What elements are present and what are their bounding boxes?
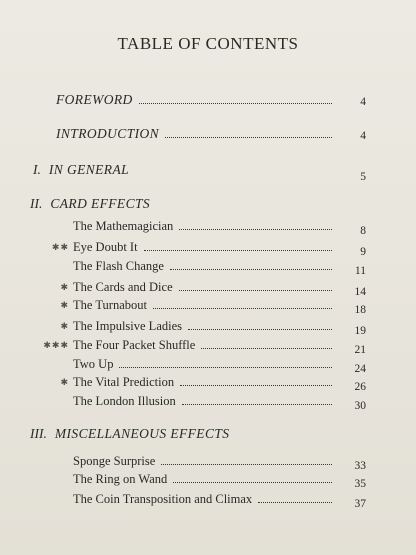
entry-label: Sponge Surprise: [73, 454, 156, 468]
page-title: TABLE OF CONTENTS: [117, 34, 299, 53]
entry-label: The Cards and Dice: [73, 280, 173, 294]
entry-label: The Ring on Wand: [73, 472, 168, 486]
toc-entry: [73, 391, 366, 412]
dot-leader: [153, 308, 332, 309]
toc-entry: [73, 237, 366, 258]
page-number: 21: [354, 344, 366, 356]
page-number: 4: [360, 130, 366, 142]
toc-entry: [73, 256, 366, 277]
section-label: CARD EFFECTS: [50, 196, 151, 211]
toc-section-misc-effects: [30, 424, 366, 442]
section-label: MISCELLANEOUS EFFECTS: [54, 426, 230, 441]
entry-label: FOREWORD: [56, 92, 133, 107]
section-label: IN GENERAL: [48, 162, 129, 177]
entry-label: The London Illusion: [73, 394, 176, 408]
page-number: 14: [354, 286, 366, 298]
toc-section-card-effects: [30, 194, 366, 212]
toc-entry: [73, 469, 366, 490]
toc-entry-introduction: [56, 124, 366, 142]
dot-leader: [170, 269, 332, 270]
toc-section-general: [33, 160, 366, 183]
asterisk-marks: ✱: [60, 300, 69, 310]
dot-leader: [144, 250, 332, 251]
toc-entry: [73, 295, 366, 316]
page-number: 24: [354, 363, 366, 375]
section-numeral: I.: [33, 162, 41, 177]
toc-entry: [73, 372, 366, 393]
toc-entry: [73, 216, 366, 237]
toc-entry: [73, 316, 366, 337]
entry-label: The Coin Transposition and Climax: [73, 492, 253, 506]
asterisk-marks: ✱✱✱: [43, 340, 69, 350]
dot-leader: [201, 348, 332, 349]
page-number: 30: [354, 400, 366, 412]
entry-label: The Four Packet Shuffle: [73, 338, 196, 352]
page-number: 26: [354, 381, 366, 393]
toc-entry: [73, 277, 366, 298]
toc-entry: [73, 354, 366, 375]
page-number: 37: [354, 498, 366, 510]
entry-label: The Vital Prediction: [73, 375, 175, 389]
dot-leader: [179, 229, 332, 230]
dot-leader: [173, 482, 332, 483]
entry-label: Two Up: [73, 357, 114, 371]
entry-label: INTRODUCTION: [56, 126, 160, 141]
section-numeral: III.: [30, 426, 47, 441]
page-number: 5: [360, 171, 366, 183]
page-number: 8: [360, 225, 366, 237]
entry-label: The Impulsive Ladies: [73, 319, 182, 333]
page-number: 19: [354, 325, 366, 337]
dot-leader: [182, 404, 332, 405]
page-number: 4: [360, 96, 366, 108]
entry-label: The Turnabout: [73, 298, 147, 312]
dot-leader: [179, 290, 332, 291]
dot-leader: [119, 367, 332, 368]
toc-entry: [73, 489, 366, 510]
dot-leader: [161, 464, 332, 465]
asterisk-marks: ✱: [60, 282, 69, 292]
dot-leader: [139, 103, 332, 104]
page-number: 9: [360, 246, 366, 258]
asterisk-marks: ✱: [60, 321, 69, 331]
dot-leader: [258, 502, 332, 503]
toc-entry: [73, 451, 366, 472]
asterisk-marks: ✱: [60, 377, 69, 387]
dot-leader: [165, 137, 332, 138]
page-number: 35: [354, 478, 366, 490]
page-number: 11: [354, 265, 366, 277]
toc-entry-foreword: [56, 90, 366, 108]
entry-label: The Mathemagician: [73, 219, 174, 233]
asterisk-marks: ✱✱: [51, 242, 69, 252]
section-numeral: II.: [30, 196, 43, 211]
dot-leader: [188, 329, 332, 330]
page-number: 18: [354, 304, 366, 316]
entry-label: Eye Doubt It: [73, 240, 138, 254]
entry-label: The Flash Change: [73, 259, 164, 273]
dot-leader: [180, 385, 332, 386]
page-number: 33: [354, 460, 366, 472]
toc-entry: [73, 335, 366, 356]
